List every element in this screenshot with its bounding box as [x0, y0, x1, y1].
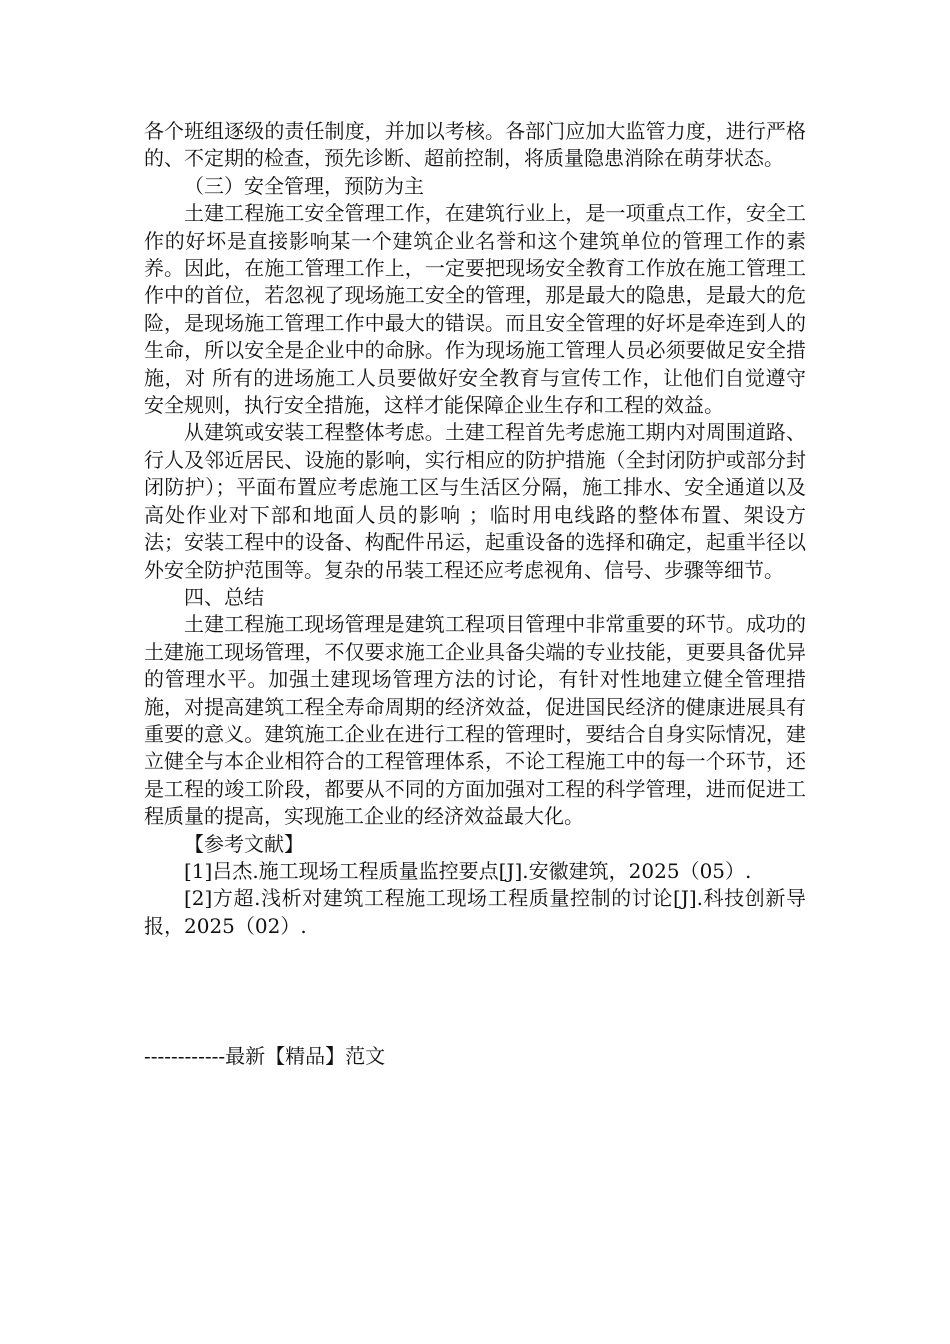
footer-label: ------------最新【精品】范文: [144, 1044, 386, 1068]
paragraph-summary: 土建工程施工现场管理是建筑工程项目管理中非常重要的环节。成功的土建施工现场管理，不仅要求施工企业具备尖端的专业技能，更要具备优异的管理水平。加强土建现场管理方法的讨论，有针对性地建立健全管理措施，对提高建筑工程全寿命周期的经济效益，促进国民经济的健康进展具有重要的意义。建筑施工企业在进行工程的管理时，要结合自身实际情况，建立健全与本企业相符合的工程管理体系，不论工程施工中的每一个环节，还是工程的竣工阶段，都要从不同的方面加强对工程的科学管理，进而促进工程质量的提高，实现施工企业的经济效益最大化。: [144, 612, 806, 829]
reference-item-2: [2]方超.浅析对建筑工程施工现场工程质量控制的讨论[J].科技创新导报，2025（02）.: [144, 886, 806, 938]
paragraph-safety-management: 土建工程施工安全管理工作，在建筑行业上，是一项重点工作，安全工作的好坏是直接影响某一个建筑企业名誉和这个建筑单位的管理工作的素养。因此，在施工管理工作上，一定要把现场安全教育工作放在施工管理工作中的首位，若忽视了现场施工安全的管理，那是最大的隐患，是最大的危险，是现场施工管理工作中最大的错误。而且安全管理的好坏是牵连到人的生命，所以安全是企业中的命脉。作为现场施工管理人员必须要做足安全措施，对 所有的进场施工人员要做好安全教育与宣传工作，让他们自觉遵守安全规则，执行安全措施，这样才能保障企业生存和工程的效益。: [144, 201, 806, 418]
document-body: [144, 118, 806, 940]
paragraph-overall-consideration: 从建筑或安装工程整体考虑。土建工程首先考虑施工期内对周围道路、行人及邻近居民、设施的影响，实行相应的防护措施（全封闭防护或部分封闭防护）；平面布置应考虑施工区与生活区分隔，施工排水、安全通道以及高处作业对下部和地面人员的影响 ；临时用电线路的整体布置、架设方法；安装工程中的设备、构配件吊运，起重设备的选择和确定，起重半径以外安全防护范围等。复杂的吊装工程还应考虑视角、信号、步骤等细节。: [144, 420, 806, 582]
references-heading: 【参考文献】: [184, 831, 304, 856]
section-heading-safety: （三）安全管理，预防为主: [184, 173, 424, 198]
reference-item-1: [1]吕杰.施工现场工程质量监控要点[J].安徽建筑，2025（05）.: [184, 858, 752, 883]
paragraph-quality-responsibility: 各个班组逐级的责任制度，并加以考核。各部门应加大监管力度，进行严格的、不定期的检查，预先诊断、超前控制，将质量隐患消除在萌芽状态。: [144, 119, 806, 171]
section-heading-summary: 四、总结: [184, 584, 264, 609]
